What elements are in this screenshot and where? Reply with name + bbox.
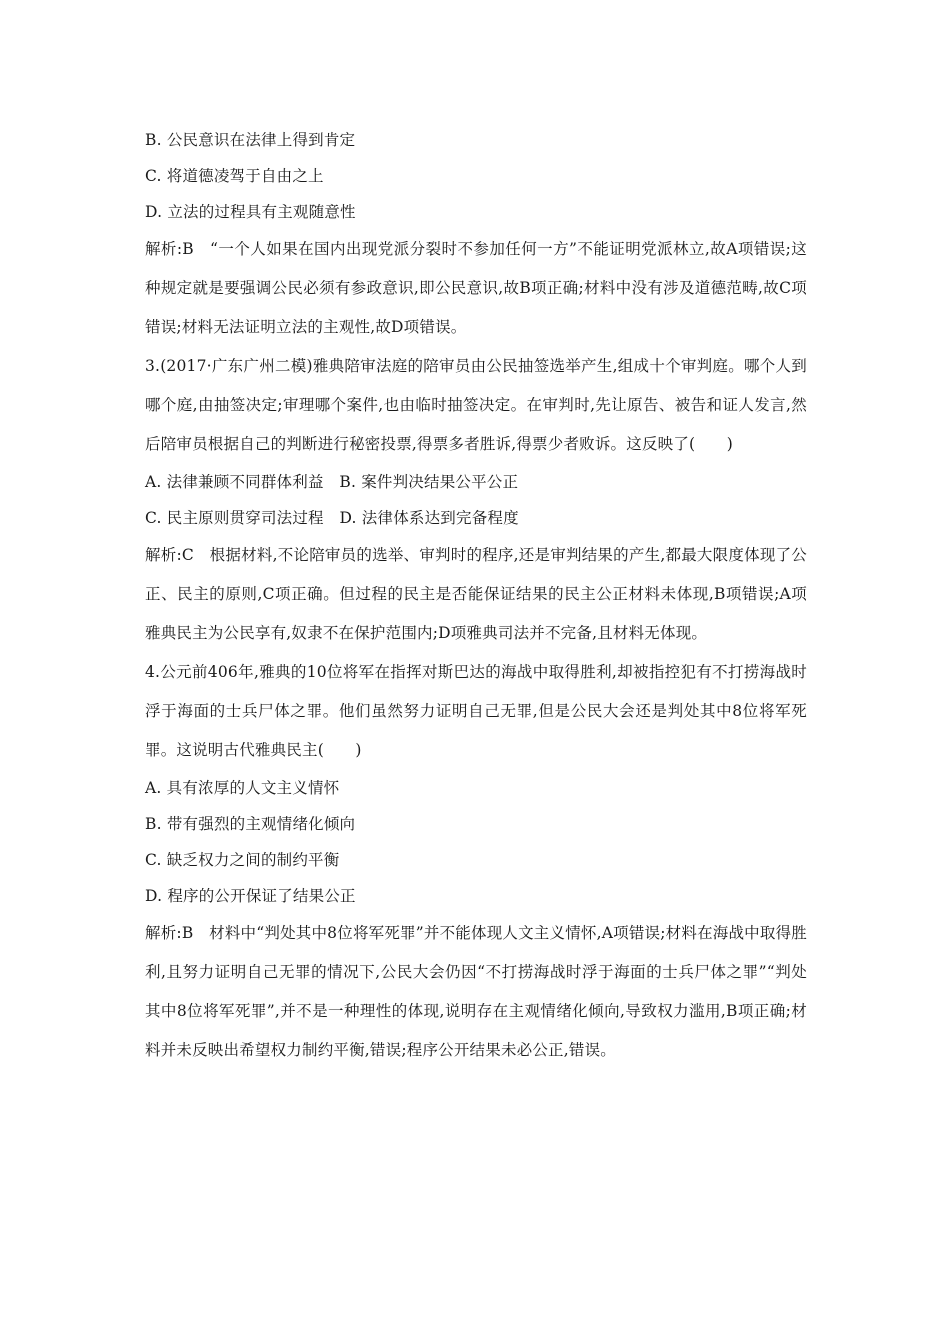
q4-option-d: D. 程序的公开保证了结果公正 <box>145 887 356 905</box>
q4-option-b: B. 带有强烈的主观情绪化倾向 <box>145 815 356 833</box>
q3-options-row2: C. 民主原则贯穿司法过程 D. 法律体系达到完备程度 <box>145 509 519 527</box>
document-page <box>145 122 807 1070</box>
q4-option-c: C. 缺乏权力之间的制约平衡 <box>145 851 340 869</box>
q2-option-b: B. 公民意识在法律上得到肯定 <box>145 131 356 149</box>
q4-option-a: A. 具有浓厚的人文主义情怀 <box>145 779 340 797</box>
q2-analysis: 解析:B “一个人如果在国内出现党派分裂时不参加任何一方”不能证明党派林立,故A项错误;这种规定就是要强调公民必须有参政意识,即公民意识,故B项正确;材料中没有涉及道德范畴,故C项错误;材料无法证明立法的主观性,故D项错误。 <box>145 240 807 336</box>
q3-stem: 3.(2017·广东广州二模)雅典陪审法庭的陪审员由公民抽签选举产生,组成十个审判庭。哪个人到哪个庭,由抽签决定;审理哪个案件,也由临时抽签决定。在审判时,先让原告、被告和证人发言,然后陪审员根据自己的判断进行秘密投票,得票多者胜诉,得票少者败诉。这反映了( ) <box>145 357 807 453</box>
q2-option-d: D. 立法的过程具有主观随意性 <box>145 203 356 221</box>
q3-analysis: 解析:C 根据材料,不论陪审员的选举、审判时的程序,还是审判结果的产生,都最大限度体现了公正、民主的原则,C项正确。但过程的民主是否能保证结果的民主公正材料未体现,B项错误;A项雅典民主为公民享有,奴隶不在保护范围内;D项雅典司法并不完备,且材料无体现。 <box>145 546 807 642</box>
q4-analysis: 解析:B 材料中“判处其中8位将军死罪”并不能体现人文主义情怀,A项错误;材料在海战中取得胜利,且努力证明自己无罪的情况下,公民大会仍因“不打捞海战时浮于海面的士兵尸体之罪”“判处其中8位将军死罪”,并不是一种理性的体现,说明存在主观情绪化倾向,导致权力滥用,B项正确;材料并未反映出希望权力制约平衡,错误;程序公开结果未必公正,错误。 <box>145 924 807 1059</box>
q3-options-row1: A. 法律兼顾不同群体利益 B. 案件判决结果公平公正 <box>145 473 519 491</box>
q2-option-c: C. 将道德凌驾于自由之上 <box>145 167 324 185</box>
q4-stem: 4.公元前406年,雅典的10位将军在指挥对斯巴达的海战中取得胜利,却被指控犯有不打捞海战时浮于海面的士兵尸体之罪。他们虽然努力证明自己无罪,但是公民大会还是判处其中8位将军死罪。这说明古代雅典民主( ) <box>145 663 807 759</box>
